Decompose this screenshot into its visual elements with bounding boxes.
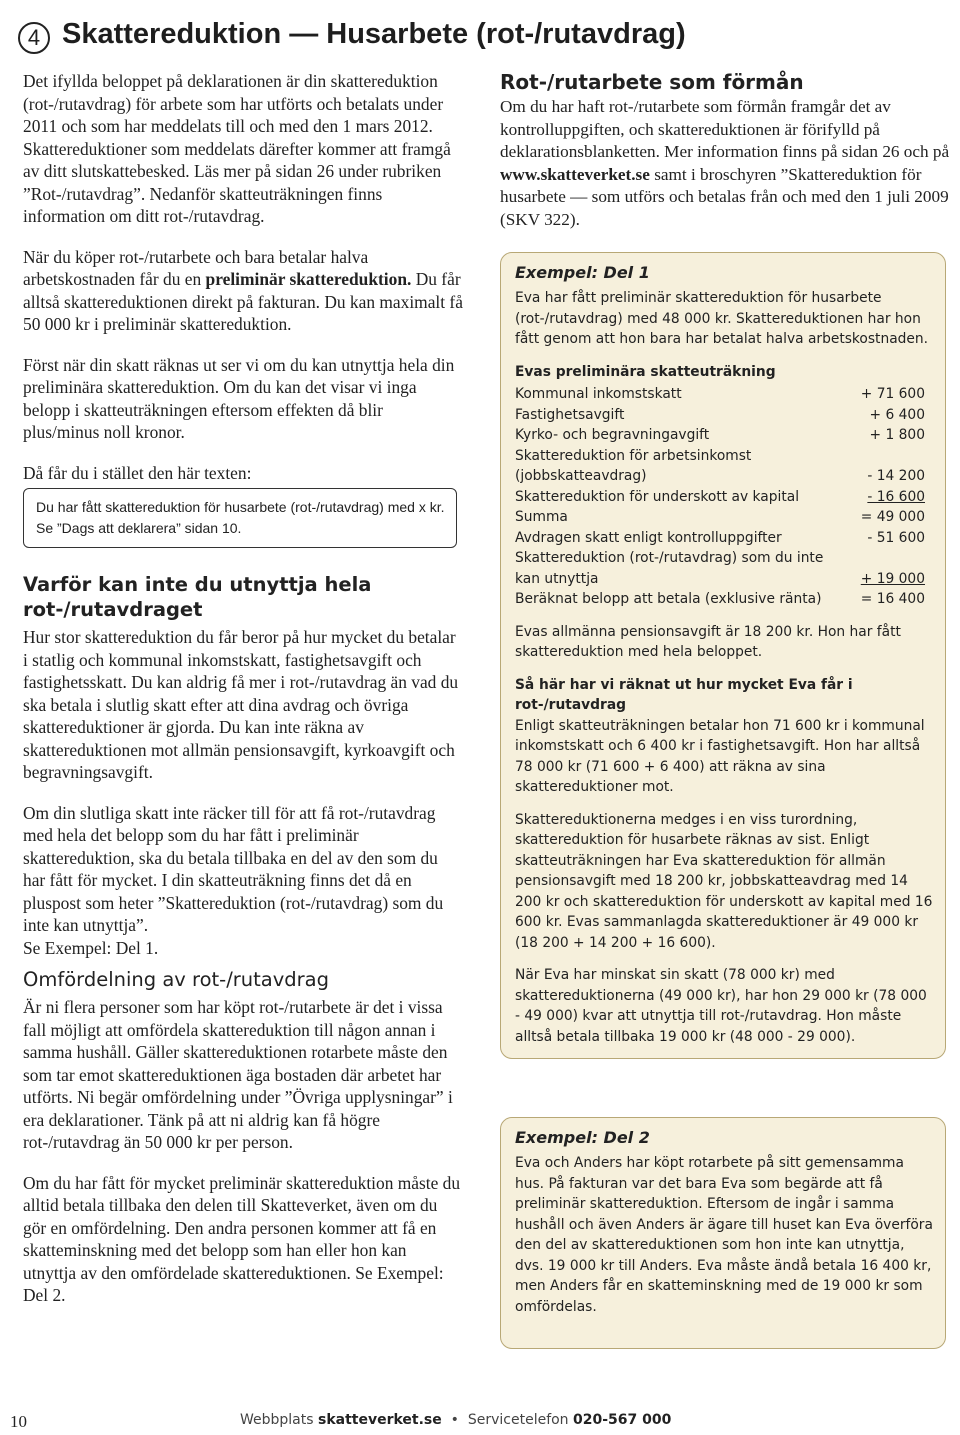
example-text: Eva och Anders har köpt rotarbete på sitt gemensamma hus. På fakturan var det bara Eva som begärde att få preliminär skattereduktion. Eftersom de ingår i samma hushåll och även Anders är ägare till huset kan Eva överföra den del av skattereduktionen som hon inte kan utnyttja, dvs. 19 000 kr till Anders. Eva måste ändå betala 16 400 kr, men Anders får en skatteminskning med de 19 000 kr som omfördelas. <box>515 1155 933 1315</box>
benefit-paragraph <box>500 96 950 231</box>
calc-amount: + 71 600 <box>860 386 925 402</box>
calc-amount: + 6 400 <box>869 406 925 423</box>
page-number: 10 <box>10 1412 27 1431</box>
calc-row <box>515 384 925 405</box>
calc-row <box>515 528 925 549</box>
calc-amount: + 1 800 <box>869 427 925 443</box>
calc-label: Kommunal inkomstskatt <box>515 386 682 402</box>
left-column <box>23 70 463 1325</box>
calc-amount: - 51 600 <box>867 529 925 546</box>
footer-contact <box>240 1412 671 1428</box>
bullet-separator: • <box>450 1412 459 1428</box>
text-segment: Om din slutliga skatt inte räcker till för att få rot-/rutavdrag med hela det belopp som du har fått i preliminär skattereduktion, ska du betala tillbaka en del av den som du har fått för mycket. I din skatteuträkning finns det då en pluspost som heter ”Skattereduktion (rot-/rutavdrag) som du inte kan utnyttja”. <box>23 802 444 935</box>
calc-amount: + 19 000 <box>860 570 925 587</box>
redistribution-paragraph: Är ni flera personer som har köpt rot-/rutarbete är det i vissa fall möjligt att omfördela skattereduktion till någon annan i samma hushåll. Gäller skattereduktionen rotarbete måste den som tar emot skattereduktionen äga bostaden där arbetet har utförts. Ni begär omfördelning under ”Övriga upplysningar” i era deklarationer. Tänk på att ni aldrig kan få högre rot-/rutavdrag än 50 000 kr per person. <box>23 997 453 1152</box>
result-paragraph: När Eva har minskat sin skatt (78 000 kr) med skattereduktionerna (49 000 kr), har hon 29 000 kr (78 000 - 49 000) kvar att utnyttja till rot-/rutavdrag. Hon måste alltså betala tillbaka 19 000 kr (48 000 - 29 000). <box>515 967 927 1045</box>
website-link[interactable]: www.skatteverket.se <box>500 164 650 184</box>
calc-row <box>515 425 925 446</box>
example-part2-box <box>500 1117 946 1349</box>
calculation-paragraph: Först när din skatt räknas ut ser vi om du kan utnyttja hela din preliminära skattereduktion. Om du kan det visar vi inga belopp i skatteuträkningen eftersom effekten då blir plus/minus noll kronor. <box>23 354 455 442</box>
example-title: Exempel: Del 1 <box>515 263 650 282</box>
calc-row <box>515 548 925 589</box>
calc-row <box>515 589 925 610</box>
repay-paragraph <box>23 802 463 960</box>
calc-row <box>515 507 925 528</box>
benefit-heading: Rot-/rutarbete som förmån <box>500 70 804 94</box>
page-header <box>18 18 948 62</box>
page-title: Skattereduktion — Husarbete (rot-/rutavdrag) <box>62 18 686 50</box>
page-footer <box>0 1390 960 1430</box>
text-segment: Du får alltså skattereduktionen direkt på fakturan. Du kan maximalt få 50 000 kr i preliminär skattereduktion. <box>23 269 463 334</box>
footer-label: Servicetelefon <box>467 1412 574 1428</box>
right-column <box>500 70 950 231</box>
text-segment: När du köper rot-/rutarbete och bara betalar halva arbetskostnaden får du en <box>23 246 369 289</box>
footer-phone[interactable]: 020-567 000 <box>573 1412 672 1428</box>
overpaid-paragraph: Om du har fått för mycket preliminär skattereduktion måste du alltid betala tillbaka den delen till Skatteverket, även om du gör en omfördelning. Den andra personen kommer att få en skatteminskning med det belopp som han eller hon kan utnyttja av den omfördelade skattereduktionen. Se Exempel: Del 2. <box>23 1172 461 1305</box>
intro-paragraph: Det ifyllda beloppet på deklarationen är din skattereduktion (rot-/rutavdrag) för arbete som har utförts och betalats under 2011 och som har meddelats till och med den 1 mars 2012. Skattereduktioner som meddelats därefter kommer att framgå av ditt slutskattebesked. Läs mer på sidan 26 under rubriken ”Rot-/rutavdrag”. Nedanför skatteuträkningen finns information om ditt rot-/rutavdrag. <box>23 71 451 226</box>
text-lead-in: Då får du i stället den här texten: <box>23 462 252 483</box>
calc-label: Skattereduktion (rot-/rutavdrag) som du inte kan utnyttja <box>515 550 824 587</box>
footer-website-link[interactable]: skatteverket.se <box>318 1412 442 1428</box>
calc-row <box>515 446 925 487</box>
text-segment: samt i broschyren ”Skattereduktion för husarbete — som utförs och betalas från och med den 1 juli 2009 (SKV 322). <box>500 164 949 229</box>
message-box <box>23 488 457 548</box>
tax-calculation-table <box>515 384 925 610</box>
bold-term: preliminär skattereduktion. <box>205 269 412 289</box>
calc-amount: - 16 600 <box>867 488 925 505</box>
heading-redistribution: Omfördelning av rot-/rutavdrag <box>23 968 330 991</box>
calc-amount: - 14 200 <box>867 468 925 484</box>
calc-label: Kyrko- och begravningavgift <box>515 427 710 443</box>
pension-paragraph: Evas allmänna pensionsavgift är 18 200 kr. Hon har fått skattereduktion med hela beloppet. <box>515 623 901 660</box>
calc-label: Summa <box>515 509 568 525</box>
how-paragraph: Enligt skatteuträkningen betalar hon 71 600 kr i kommunal inkomstskatt och 6 400 kr i fastighetsavgift. Hon har alltså 78 000 kr (71 600 + 6 400) att räkna av sina skattereduktioner mot. <box>515 717 925 795</box>
heading-why: Varför kan inte du utnyttja hela rot-/rutavdraget <box>23 573 372 621</box>
example-reference: Se Exempel: Del 1. <box>23 937 159 958</box>
calc-label: Skattereduktion för underskott av kapital <box>515 488 800 505</box>
calc-amount: = 16 400 <box>860 591 925 607</box>
calc-label: Fastighetsavgift <box>515 406 625 423</box>
why-paragraph: Hur stor skattereduktion du får beror på hur mycket du betalar i statlig och kommunal inkomstskatt, fastighetsavgift och fastighetsskatt. Du kan aldrig få mer i rot-/rutavdrag än vad du ska betala i slutlig skatt efter att dina avdrag och övriga skattereduktioner är gjorda. Du kan inte räkna av skattereduktionen mot allmän pensionsavgift, kyrkoavgift och begravningsavgift. <box>23 627 459 782</box>
example-part1-box <box>500 252 946 1059</box>
calc-row <box>515 487 925 508</box>
example-intro: Eva har fått preliminär skattereduktion för husarbete (rot-/rutavdrag) med 48 000 kr. Skattereduktionen har hon fått genom att hon bara har betalat halva arbetskostnaden. <box>515 290 929 347</box>
calc-label: Skattereduktion för arbetsinkomst (jobbskatteavdrag) <box>515 447 752 484</box>
message-text: Du har fått skattereduktion för husarbete (rot-/rutavdrag) med x kr. Se ”Dags att deklarera” sidan 10. <box>36 499 445 536</box>
calc-amount: = 49 000 <box>860 509 925 525</box>
example-title: Exempel: Del 2 <box>515 1128 650 1147</box>
calc-title: Evas preliminära skatteuträkning <box>515 363 776 380</box>
calc-row <box>515 405 925 426</box>
order-paragraph: Skattereduktionerna medges i en viss turordning, skattereduktion för husarbete räknas av sist. Enligt skatteuträkningen har Eva skattereduktion för allmän pensionsavgift med 18 200 kr, jobbskatteavdrag med 14 200 kr och skattereduktion för underskott av kapital med 16 600 kr. Evas sammanlagda skattereduktioner är 49 000 kr (18 200 + 14 200 + 16 600). <box>515 811 933 951</box>
section-number: 4 <box>18 22 50 54</box>
preliminary-paragraph <box>23 246 463 336</box>
how-heading: Så här har vi räknat ut hur mycket Eva får i rot-/rutavdrag <box>515 676 853 713</box>
footer-label: Webbplats <box>240 1412 318 1428</box>
calc-label: Avdragen skatt enligt kontrolluppgifter <box>515 529 782 546</box>
text-segment: Om du har haft rot-/rutarbete som förmån framgår det av kontrolluppgiften, och skattereduktionen är förifylld på deklarationsblanketten. Mer information finns på sidan 26 och på <box>500 97 950 161</box>
calc-label: Beräknat belopp att betala (exklusive ränta) <box>515 591 822 607</box>
